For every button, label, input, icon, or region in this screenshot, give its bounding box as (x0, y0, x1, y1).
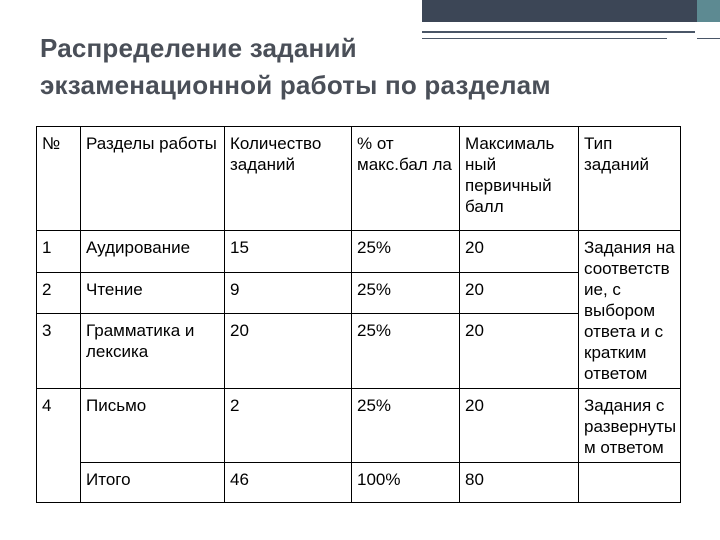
distribution-table (36, 126, 681, 503)
header-decor-bar (422, 0, 720, 22)
header-cell-max-score: Максималь ный первичный балл (460, 127, 579, 231)
row-count: 15 (225, 231, 352, 273)
row-max-score: 20 (460, 389, 579, 463)
row-section: Чтение (81, 273, 225, 314)
row-percent: 25% (352, 314, 460, 389)
row-max-score: 20 (460, 273, 579, 314)
row-percent: 25% (352, 389, 460, 463)
header-cell-task-type: Тип заданий (579, 127, 681, 231)
table-header-row (37, 127, 681, 231)
row-count: 2 (225, 389, 352, 463)
row-max-score: 20 (460, 231, 579, 273)
row-section: Письмо (81, 389, 225, 463)
header-decor-line (697, 38, 720, 39)
total-label: Итого (81, 463, 225, 503)
header-cell-section: Разделы работы (81, 127, 225, 231)
row-number: 3 (37, 314, 81, 389)
row-count: 20 (225, 314, 352, 389)
total-max-score: 80 (460, 463, 579, 503)
total-percent: 100% (352, 463, 460, 503)
row-number: 4 (37, 389, 81, 463)
total-number (37, 463, 81, 503)
slide-title (40, 30, 680, 104)
row-number: 2 (37, 273, 81, 314)
table-total-row (37, 463, 681, 503)
slide-title-line-2: экзаменационной работы по разделам (40, 70, 551, 100)
header-cell-count: Количество заданий (225, 127, 352, 231)
table-row (37, 389, 681, 463)
row-percent: 25% (352, 231, 460, 273)
header-cell-number: № (37, 127, 81, 231)
total-type (579, 463, 681, 503)
row-number: 1 (37, 231, 81, 273)
slide-title-line-1: Распределение заданий (40, 33, 357, 63)
row-count: 9 (225, 273, 352, 314)
total-count: 46 (225, 463, 352, 503)
row-section: Аудирование (81, 231, 225, 273)
row-percent: 25% (352, 273, 460, 314)
task-type-group-1: Задания на соответств ие, с выбором ответа и с кратким ответом (579, 231, 681, 389)
row-max-score: 20 (460, 314, 579, 389)
header-cell-percent: % от макс.бал ла (352, 127, 460, 231)
task-type-group-2: Задания с развернуты м ответом (579, 389, 681, 463)
table-row (37, 231, 681, 273)
row-section: Грамматика и лексика (81, 314, 225, 389)
header-decor-accent (697, 0, 720, 22)
